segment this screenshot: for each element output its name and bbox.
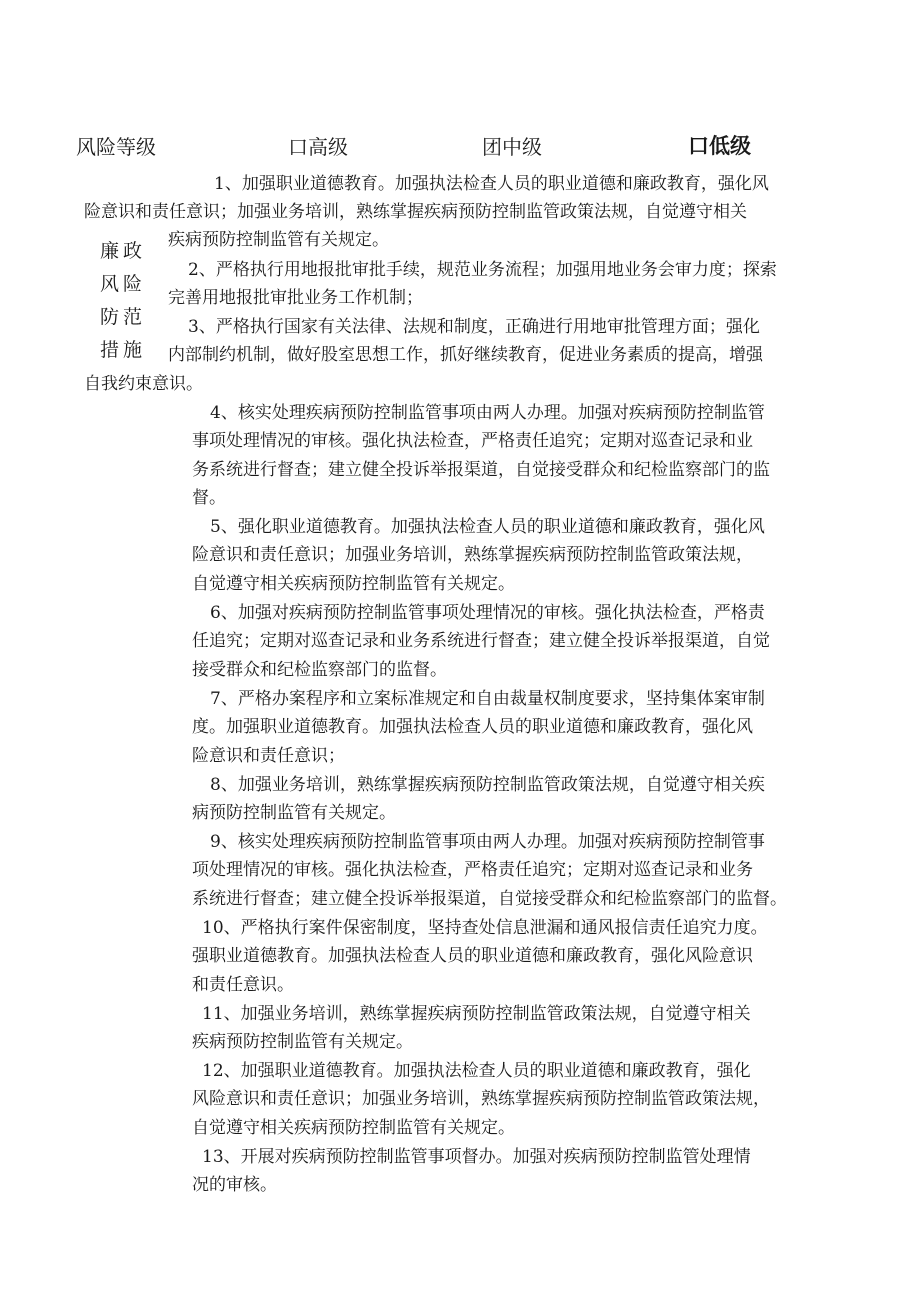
side-label-line-2: 风险	[100, 273, 147, 295]
measure-line: 度。加强职业道德教育。加强执法检查人员的职业道德和廉政教育，强化风	[192, 717, 753, 737]
measure-line: 1、加强职业道德教育。加强执法检查人员的职业道德和廉政教育，强化风	[214, 174, 769, 194]
measure-line: 任追究；定期对巡查记录和业务系统进行督查；建立健全投诉举报渠道，自觉	[192, 631, 770, 651]
measure-line: 11、加强业务培训，熟练掌握疾病预防控制监管政策法规，自觉遵守相关	[202, 1004, 751, 1024]
risk-level-high-option[interactable]: 口高级	[288, 135, 348, 159]
measure-line: 险意识和责任意识；	[192, 746, 345, 766]
measure-line: 13、开展对疾病预防控制监管事项督办。加强对疾病预防控制监管处理情	[202, 1147, 751, 1167]
risk-level-label: 风险等级	[76, 135, 156, 159]
measure-line: 况的审核。	[192, 1175, 277, 1195]
measure-line: 9、核实处理疾病预防控制监管事项由两人办理。加强对疾病预防控制管事	[210, 832, 765, 852]
measure-line: 2、严格执行用地报批审批手续，规范业务流程；加强用地业务会审力度；探索	[188, 260, 777, 280]
measure-line: 内部制约机制，做好股室思想工作，抓好继续教育，促进业务素质的提高，增强	[168, 345, 763, 365]
measure-line: 6、加强对疾病预防控制监管事项处理情况的审核。强化执法检查，严格责	[210, 603, 765, 623]
measure-line: 完善用地报批审批业务工作机制；	[168, 288, 423, 308]
measure-line: 自觉遵守相关疾病预防控制监管有关规定。	[192, 1118, 515, 1138]
measure-line: 险意识和责任意识；加强业务培训，熟练掌握疾病预防控制监管政策法规，	[192, 545, 753, 565]
measure-line: 病预防控制监管有关规定。	[192, 803, 396, 823]
measure-line: 7、严格办案程序和立案标准规定和自由裁量权制度要求，坚持集体案审制	[210, 689, 765, 709]
risk-level-medium-option[interactable]: 团中级	[482, 135, 542, 159]
measure-line: 疾病预防控制监管有关规定。	[168, 230, 389, 250]
measure-line: 4、核实处理疾病预防控制监管事项由两人办理。加强对疾病预防控制监管	[210, 403, 765, 423]
side-label-line-1: 廉政	[100, 240, 147, 262]
measure-line: 务系统进行督查；建立健全投诉举报渠道，自觉接受群众和纪检监察部门的监	[192, 460, 770, 480]
measure-line: 8、加强业务培训，熟练掌握疾病预防控制监管政策法规，自觉遵守相关疾	[210, 775, 765, 795]
measure-line: 接受群众和纪检监察部门的监督。	[192, 660, 447, 680]
measure-line: 和责任意识。	[192, 975, 294, 995]
measure-line: 事项处理情况的审核。强化执法检查，严格责任追究；定期对巡查记录和业	[192, 431, 753, 451]
side-label-line-4: 措施	[100, 339, 147, 361]
risk-level-low-option[interactable]: 口低级	[688, 134, 751, 158]
measure-line: 3、严格执行国家有关法律、法规和制度，正确进行用地审批管理方面；强化	[188, 317, 760, 337]
measure-line: 督。	[192, 488, 226, 508]
side-label-line-3: 防范	[100, 306, 147, 328]
measure-line: 风险意识和责任意识；加强业务培训，熟练掌握疾病预防控制监管政策法规，	[192, 1089, 770, 1109]
measure-line: 疾病预防控制监管有关规定。	[192, 1032, 413, 1052]
measure-line: 5、强化职业道德教育。加强执法检查人员的职业道德和廉政教育，强化风	[210, 517, 765, 537]
measure-line: 险意识和责任意识；加强业务培训，熟练掌握疾病预防控制监管政策法规，自觉遵守相关	[84, 202, 747, 222]
measure-line: 系统进行督查；建立健全投诉举报渠道，自觉接受群众和纪检监察部门的监督。	[192, 889, 787, 909]
measure-line: 自觉遵守相关疾病预防控制监管有关规定。	[192, 574, 515, 594]
measure-line: 10、严格执行案件保密制度，坚持查处信息泄漏和通风报信责任追究力度。	[202, 918, 768, 938]
measure-line: 强职业道德教育。加强执法检查人员的职业道德和廉政教育，强化风险意识	[192, 946, 753, 966]
measure-line: 12、加强职业道德教育。加强执法检查人员的职业道德和廉政教育，强化	[202, 1061, 751, 1081]
measure-line: 自我约束意识。	[84, 374, 203, 394]
measure-line: 项处理情况的审核。强化执法检查，严格责任追究；定期对巡查记录和业务	[192, 860, 753, 880]
